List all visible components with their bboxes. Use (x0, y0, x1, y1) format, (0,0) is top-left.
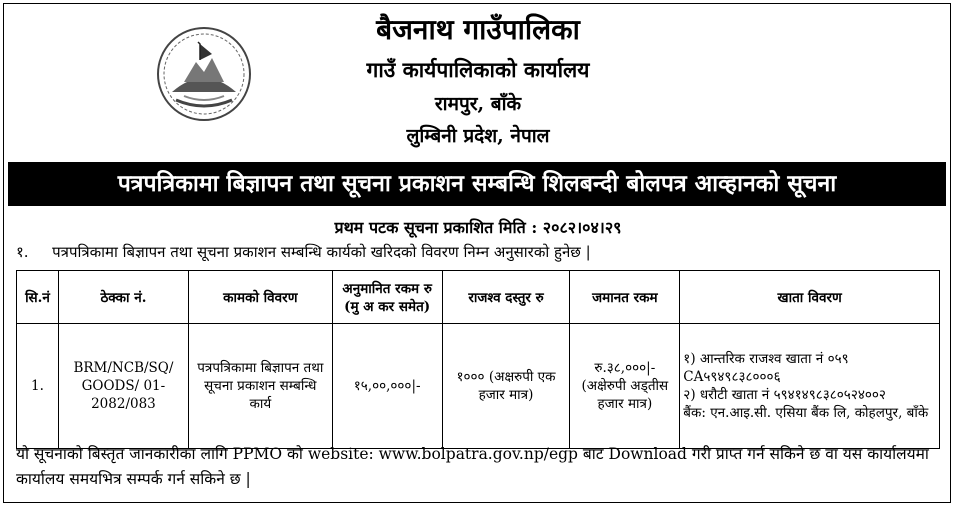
account-line-2: CA५९४९८३८०००६ (683, 368, 781, 385)
cell-account-details (680, 324, 940, 449)
cell-estimated-amount: १५,००,०००|- (332, 324, 442, 449)
org-name: बैजनाथ गाउँपालिका (376, 13, 580, 46)
notice-header (4, 4, 952, 158)
office-name: गाउँ कार्यपालिकाको कार्यालय (366, 57, 590, 82)
cell-sn: 1. (17, 324, 59, 449)
intro-line (16, 242, 591, 262)
header-work-description: कामको विवरण (188, 271, 332, 324)
account-line-4: बैंक: एन.आइ.सी. एसिया बैंक लि, कोहलपुर, बाँके (683, 405, 929, 422)
office-location: रामपुर, बाँके (434, 93, 522, 115)
notice-frame (3, 3, 951, 503)
table-row (17, 324, 940, 449)
header-account-details: खाता विवरण (680, 271, 940, 324)
header-bid-security: जमानत रकम (570, 271, 680, 324)
cell-revenue-fee: १००० (अक्षरुपी एक हजार मात्र) (442, 324, 570, 449)
table-header-row (17, 271, 940, 324)
cell-bid-security: रु.३८,०००|- (अक्षेरुपी अड्तीस हजार मात्र) (570, 324, 680, 449)
account-line-1: १) आन्तरिक राजश्व खाता नं ०५९ (683, 350, 849, 367)
procurement-table (16, 270, 940, 449)
footer-note: यो सूचनाको बिस्तृत जानकारीका लागि PPMO को website: www.bolpatra.gov.np/egp बाट Download गरी प्राप्त गर्न सकिने छ वा यस कार्यालयमा कार्यालय समयभित्र सम्पर्क गर्न सकिने छ | (16, 445, 929, 488)
publication-date: प्रथम पटक सूचना प्रकाशित मिति : २०८२।०४।२९ (334, 218, 622, 237)
header-estimated-amount: अनुमानित रकम रु (मु अ कर समेत) (332, 271, 442, 324)
header-contract-no: ठेक्का नं. (58, 271, 188, 324)
cell-work-description: पत्रपत्रिकामा बिज्ञापन तथा सूचना प्रकाशन सम्बन्धि कार्य (188, 324, 332, 449)
header-revenue-fee: राजश्व दस्तुर रु (442, 271, 570, 324)
notice-title-banner: पत्रपत्रिकामा बिज्ञापन तथा सूचना प्रकाशन सम्बन्धि शिलबन्दी बोलपत्र आव्हानको सूचना (8, 162, 946, 206)
header-sn: सि.नं (17, 271, 59, 324)
account-line-3: २) धरौटी खाता नं ५९४१४९८३८०५२४००२ (683, 387, 886, 403)
province-name: लुम्बिनी प्रदेश, नेपाल (406, 125, 550, 147)
intro-number: १. (16, 243, 29, 261)
intro-text: पत्रपत्रिकामा बिज्ञापन तथा सूचना प्रकाशन सम्बन्धि कार्यको खरिदको विवरण निम्न अनुसारको हुनेछ | (52, 243, 591, 261)
cell-contract-no: BRM/NCB/SQ/ GOODS/ 01-2082/083 (58, 324, 188, 449)
